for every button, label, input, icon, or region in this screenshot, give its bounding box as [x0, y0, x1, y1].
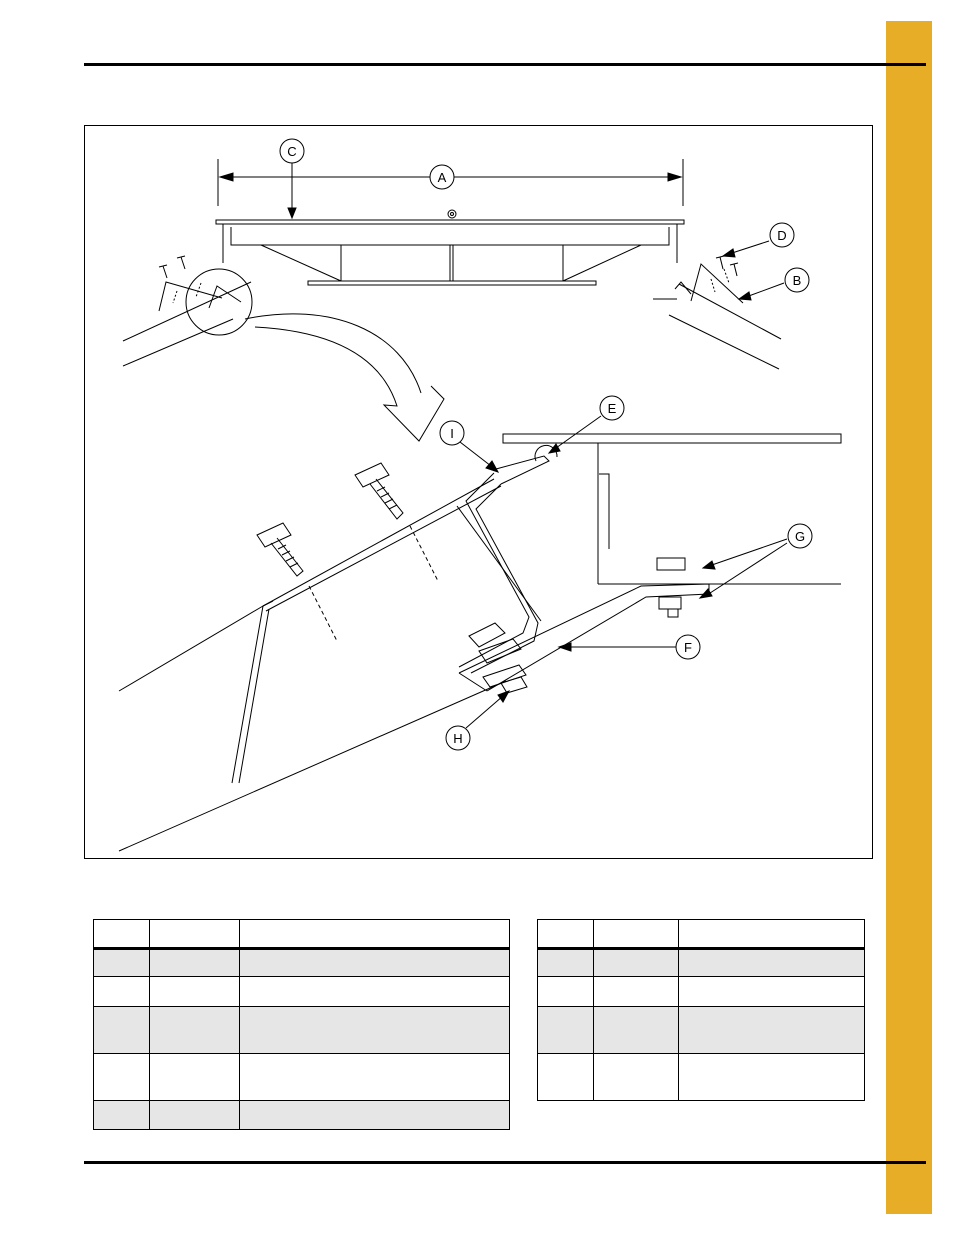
table-cell: [240, 949, 510, 977]
table-cell: [150, 977, 240, 1007]
table-row: [538, 1007, 865, 1054]
section-side-tab: [886, 21, 932, 1214]
parts-table-left: [93, 919, 510, 1130]
table-row: [538, 949, 865, 977]
table-cell: [594, 1007, 679, 1054]
table-header-row: [538, 920, 865, 949]
table-cell: [538, 1054, 594, 1101]
small-screws: [159, 256, 738, 278]
table-row: [94, 1054, 510, 1101]
table-cell: [150, 1054, 240, 1101]
table-cell: [240, 1007, 510, 1054]
table-cell: [594, 949, 679, 977]
diagram-figure: [84, 125, 873, 859]
table-header-cell: [594, 920, 679, 949]
table-row: [94, 977, 510, 1007]
table-cell: [679, 1007, 865, 1054]
callout-a: A: [437, 170, 447, 185]
detail-cover-plate: [503, 434, 841, 584]
callout-leaders: [288, 163, 787, 728]
table-cell: [679, 977, 865, 1007]
detail-roof-panel: [119, 456, 549, 851]
parts-table-right: [537, 919, 865, 1101]
table-cell: [538, 949, 594, 977]
fan-mount-diagram: [85, 126, 874, 860]
callout-e: E: [607, 401, 617, 416]
callout-c: C: [287, 144, 297, 159]
table-header-row: [94, 920, 510, 949]
callout-i: I: [450, 426, 454, 441]
table-row: [538, 977, 865, 1007]
table-header-cell: [679, 920, 865, 949]
table-header-cell: [240, 920, 510, 949]
roof-panel-right: [653, 264, 781, 369]
table-cell: [150, 949, 240, 977]
table-cell: [94, 1101, 150, 1130]
table-cell: [240, 1101, 510, 1130]
table-row: [538, 1054, 865, 1101]
detail-screws: [257, 463, 403, 576]
footer-rule: [84, 1161, 926, 1164]
table-cell: [94, 1054, 150, 1101]
table-cell: [150, 1007, 240, 1054]
table-row: [94, 1101, 510, 1130]
table-cell: [94, 1007, 150, 1054]
table-row: [94, 1007, 510, 1054]
fan-cover-assembly: [216, 210, 684, 285]
callout-g: G: [794, 529, 806, 544]
callout-d: D: [777, 228, 787, 243]
table-cell: [538, 1007, 594, 1054]
table-cell: [594, 1054, 679, 1101]
table-header-cell: [538, 920, 594, 949]
table-cell: [679, 949, 865, 977]
detail-bracket: [459, 558, 709, 693]
dimension-a: [218, 159, 683, 206]
table-cell: [240, 1054, 510, 1101]
callout-b: B: [792, 273, 802, 288]
table-cell: [94, 949, 150, 977]
table-cell: [594, 977, 679, 1007]
header-rule: [84, 63, 926, 66]
callout-h: H: [453, 731, 463, 746]
table-cell: [679, 1054, 865, 1101]
table-header-cell: [150, 920, 240, 949]
table-cell: [150, 1101, 240, 1130]
table-row: [94, 949, 510, 977]
callout-f: F: [684, 640, 692, 655]
roof-panel-left: [123, 269, 444, 441]
callout-circles: [280, 139, 812, 750]
table-cell: [538, 977, 594, 1007]
table-header-cell: [94, 920, 150, 949]
table-cell: [240, 977, 510, 1007]
table-cell: [94, 977, 150, 1007]
